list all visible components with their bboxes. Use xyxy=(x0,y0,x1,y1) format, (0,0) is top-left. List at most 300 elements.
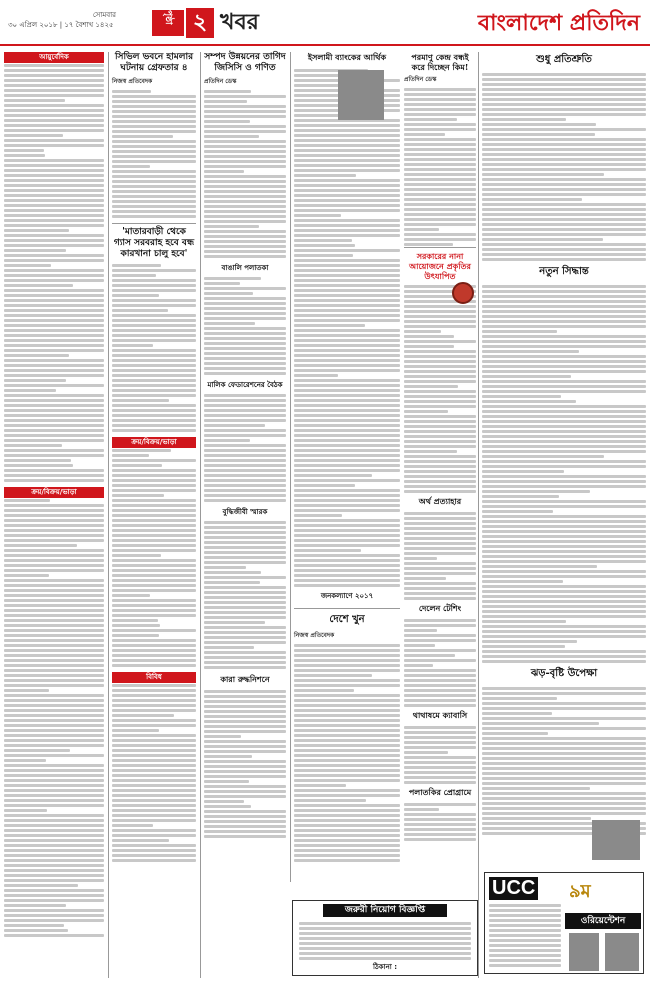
text-line xyxy=(112,689,196,692)
text-line xyxy=(482,320,646,323)
text-line xyxy=(4,909,104,912)
text-line xyxy=(482,570,646,573)
text-line xyxy=(299,947,471,950)
text-line xyxy=(294,224,400,227)
text-line xyxy=(4,314,104,317)
text-line xyxy=(404,597,476,600)
text-line xyxy=(204,145,286,148)
text-line xyxy=(4,834,104,837)
text-line xyxy=(4,274,104,277)
text-line xyxy=(294,459,400,462)
text-line xyxy=(4,904,66,907)
text-line xyxy=(112,729,159,732)
text-line xyxy=(112,429,196,432)
text-line xyxy=(489,954,561,957)
text-line xyxy=(294,384,400,387)
text-line xyxy=(204,810,286,813)
text-line xyxy=(4,129,104,132)
column-divider xyxy=(290,52,291,882)
text-line xyxy=(404,624,476,627)
article-text xyxy=(294,643,400,863)
text-line xyxy=(294,584,400,587)
text-line xyxy=(404,669,476,672)
text-line xyxy=(294,819,400,822)
job-ad-text xyxy=(299,921,471,961)
text-line xyxy=(294,309,400,312)
text-line xyxy=(112,629,196,632)
text-line xyxy=(404,470,476,473)
page-number: ২ xyxy=(186,8,214,38)
text-line xyxy=(4,509,104,512)
text-line xyxy=(112,504,196,507)
news-column-5 xyxy=(404,52,476,842)
sub-headline-4: কারা রুদ্ধনিশনে xyxy=(220,674,270,684)
text-line xyxy=(482,253,646,256)
text-line xyxy=(4,699,104,702)
text-line xyxy=(4,174,104,177)
article-text xyxy=(112,263,196,433)
section-title: খবর xyxy=(220,8,259,35)
text-line xyxy=(482,133,595,136)
column-divider xyxy=(200,52,201,978)
text-line xyxy=(404,410,448,413)
text-line xyxy=(112,135,173,138)
text-line xyxy=(204,835,286,838)
text-line xyxy=(294,294,400,297)
text-line xyxy=(4,104,104,107)
text-line xyxy=(404,689,476,692)
text-line xyxy=(4,349,104,352)
text-line xyxy=(404,512,476,515)
text-line xyxy=(482,148,646,151)
text-line xyxy=(112,804,196,807)
text-line xyxy=(294,264,400,267)
page-indicator xyxy=(152,8,259,38)
text-line xyxy=(294,134,400,137)
text-line xyxy=(299,932,471,935)
text-line xyxy=(112,414,196,417)
text-line xyxy=(482,555,646,558)
text-line xyxy=(204,661,286,664)
text-line xyxy=(294,699,400,702)
text-line xyxy=(112,539,196,542)
misc-header: বিবিধ xyxy=(112,672,196,683)
text-line xyxy=(404,761,476,764)
text-line xyxy=(404,183,476,186)
text-line xyxy=(112,754,196,757)
text-line xyxy=(294,554,400,557)
job-ad xyxy=(292,900,478,976)
text-line xyxy=(4,864,104,867)
text-line xyxy=(204,606,286,609)
article-text xyxy=(482,72,646,262)
classified-text-block xyxy=(4,63,104,483)
text-line xyxy=(404,420,476,423)
text-line xyxy=(204,297,286,300)
text-line xyxy=(4,824,104,827)
text-line xyxy=(204,596,286,599)
text-line xyxy=(112,499,196,502)
ucc-ad-text xyxy=(489,903,561,971)
text-line xyxy=(404,390,476,393)
text-line xyxy=(4,594,104,597)
text-line xyxy=(404,818,476,821)
text-line xyxy=(482,138,646,141)
text-line xyxy=(482,595,646,598)
text-line xyxy=(112,150,196,153)
text-line xyxy=(294,274,400,277)
text-line xyxy=(4,309,104,312)
text-line xyxy=(204,362,286,365)
text-line xyxy=(204,165,286,168)
text-line xyxy=(482,248,646,251)
text-line xyxy=(294,739,400,742)
text-line xyxy=(112,329,196,332)
text-line xyxy=(112,714,174,717)
text-line xyxy=(294,744,400,747)
decision-headline: নতুন সিদ্ধান্ত xyxy=(539,266,589,277)
text-line xyxy=(294,509,400,512)
text-line xyxy=(204,444,286,447)
text-line xyxy=(4,679,104,682)
text-line xyxy=(4,579,104,582)
text-line xyxy=(4,364,104,367)
text-line xyxy=(4,214,104,217)
text-line xyxy=(482,640,577,643)
text-line xyxy=(4,929,68,932)
text-line xyxy=(112,549,196,552)
text-line xyxy=(4,194,104,197)
text-line xyxy=(404,375,476,378)
text-line xyxy=(294,469,400,472)
text-line xyxy=(112,394,196,397)
text-line xyxy=(4,204,104,207)
text-line xyxy=(482,697,557,700)
text-line xyxy=(404,694,476,697)
text-line xyxy=(4,574,49,577)
text-line xyxy=(112,374,196,377)
text-line xyxy=(404,460,476,463)
text-line xyxy=(204,250,286,253)
text-line xyxy=(482,410,646,413)
text-line xyxy=(294,364,400,367)
text-line xyxy=(4,899,104,902)
text-line xyxy=(204,541,286,544)
gcc-headline: সম্পদ উন্নয়নের তাগিদ জিসিসি ও গণিত xyxy=(204,52,286,73)
text-line xyxy=(4,354,69,357)
text-line xyxy=(404,639,476,642)
text-line xyxy=(404,480,476,483)
brand-logo: বাংলাদেশ প্রতিদিন xyxy=(477,10,640,36)
text-line xyxy=(489,914,561,917)
text-line xyxy=(112,120,196,123)
text-line xyxy=(112,484,196,487)
text-line xyxy=(112,165,150,168)
text-line xyxy=(294,519,400,522)
text-line xyxy=(482,545,646,548)
text-line xyxy=(204,434,286,437)
text-line xyxy=(482,495,559,498)
text-line xyxy=(294,429,400,432)
text-line xyxy=(404,425,476,428)
text-line xyxy=(404,163,476,166)
text-line xyxy=(112,584,196,587)
text-line xyxy=(404,587,476,590)
text-line xyxy=(404,143,476,146)
text-line xyxy=(4,434,104,437)
text-line xyxy=(204,312,286,315)
text-line xyxy=(482,108,646,111)
text-line xyxy=(404,238,476,241)
text-line xyxy=(204,631,286,634)
text-line xyxy=(294,789,400,792)
text-line xyxy=(204,100,247,103)
text-line xyxy=(204,175,286,178)
text-line xyxy=(294,724,400,727)
text-line xyxy=(112,829,196,832)
text-line xyxy=(294,404,400,407)
text-line xyxy=(4,539,104,542)
text-line xyxy=(204,322,255,325)
text-line xyxy=(404,619,476,622)
text-line xyxy=(4,654,104,657)
text-line xyxy=(404,741,476,744)
text-line xyxy=(482,635,646,638)
news-column-4 xyxy=(294,52,400,863)
news-column-6 xyxy=(482,52,646,836)
text-line xyxy=(204,700,286,703)
text-line xyxy=(294,479,400,482)
text-line xyxy=(204,464,286,467)
text-line xyxy=(112,569,196,572)
text-line xyxy=(294,759,400,762)
text-line xyxy=(112,704,196,707)
text-line xyxy=(112,459,196,462)
text-line xyxy=(112,769,196,772)
text-line xyxy=(404,465,476,468)
text-line xyxy=(112,664,196,667)
text-line xyxy=(294,344,400,347)
text-line xyxy=(4,239,104,242)
text-line xyxy=(4,184,104,187)
text-line xyxy=(294,669,400,672)
masthead xyxy=(0,0,650,46)
text-line xyxy=(482,480,646,483)
text-line xyxy=(204,750,286,753)
news-column-3 xyxy=(204,52,286,839)
text-line xyxy=(482,777,646,780)
text-line xyxy=(112,125,196,128)
text-line xyxy=(204,651,286,654)
text-line xyxy=(4,439,104,442)
text-line xyxy=(204,95,286,98)
text-line xyxy=(4,329,104,332)
masthead-day: সোমবার xyxy=(92,11,116,19)
text-line xyxy=(404,823,476,826)
text-line xyxy=(294,354,400,357)
ucc-ninth: ৯ম xyxy=(569,881,591,902)
text-line xyxy=(112,304,196,307)
text-line xyxy=(112,694,196,697)
text-line xyxy=(4,334,104,337)
text-line xyxy=(204,479,286,482)
text-line xyxy=(4,79,104,82)
text-line xyxy=(112,799,196,802)
text-line xyxy=(482,802,646,805)
text-line xyxy=(294,439,400,442)
article-text xyxy=(404,802,476,842)
nature-headline: সরকারের নানা আয়োজনে প্রকৃতির উৎযাপিত xyxy=(404,247,476,281)
text-line xyxy=(294,839,400,842)
text-line xyxy=(4,164,104,167)
text-line xyxy=(294,424,400,427)
text-line xyxy=(4,374,104,377)
text-line xyxy=(299,937,471,940)
text-line xyxy=(4,294,104,297)
text-line xyxy=(482,223,646,226)
text-line xyxy=(112,834,196,837)
text-line xyxy=(404,731,476,734)
text-line xyxy=(482,228,646,231)
text-line xyxy=(4,454,104,457)
text-line xyxy=(294,234,400,237)
text-line xyxy=(4,279,104,282)
text-line xyxy=(404,203,476,206)
news-photo xyxy=(592,820,640,860)
text-line xyxy=(482,163,646,166)
text-line xyxy=(482,660,646,663)
text-line xyxy=(294,499,400,502)
buy-sell-header: ক্রয়/বিক্রয়/ভাড়া xyxy=(4,487,104,498)
text-line xyxy=(112,724,196,727)
text-line xyxy=(204,419,286,422)
text-line xyxy=(4,124,104,127)
text-line xyxy=(294,729,400,732)
text-line xyxy=(299,957,471,960)
training-headline: দেলেন টেশিং xyxy=(418,603,462,613)
text-line xyxy=(4,619,104,622)
text-line xyxy=(294,129,400,132)
text-line xyxy=(294,799,366,802)
text-line xyxy=(482,178,646,181)
text-line xyxy=(482,213,646,216)
text-line xyxy=(4,829,104,832)
text-line xyxy=(204,489,286,492)
text-line xyxy=(404,547,476,550)
text-line xyxy=(204,240,286,243)
ucc-photo xyxy=(605,933,639,971)
text-line xyxy=(204,556,286,559)
text-line xyxy=(489,904,561,907)
text-line xyxy=(4,799,104,802)
text-line xyxy=(404,557,437,560)
text-line xyxy=(294,159,400,162)
text-line xyxy=(4,719,104,722)
text-line xyxy=(404,218,476,221)
text-line xyxy=(204,287,286,290)
text-line xyxy=(4,219,104,222)
text-line xyxy=(4,344,104,347)
text-line xyxy=(294,564,400,567)
text-line xyxy=(4,849,104,852)
text-line xyxy=(4,299,104,302)
text-line xyxy=(4,419,104,422)
text-line xyxy=(204,399,286,402)
text-line xyxy=(294,219,400,222)
page-word: পৃষ্ঠা xyxy=(152,10,184,36)
text-line xyxy=(204,409,286,412)
text-line xyxy=(4,614,104,617)
ucc-logo: UCC xyxy=(489,877,538,900)
text-line xyxy=(482,620,566,623)
text-line xyxy=(482,762,646,765)
masthead-date-text: ৩০ এপ্রিল ২০১৮ | ১৭ বৈশাখ ১৪২৫ xyxy=(8,21,114,29)
text-line xyxy=(204,601,286,604)
text-line xyxy=(112,859,196,862)
text-line xyxy=(404,173,476,176)
article-text xyxy=(204,89,286,259)
text-line xyxy=(294,349,400,352)
text-line xyxy=(294,769,400,772)
text-line xyxy=(4,459,71,462)
text-line xyxy=(112,384,196,387)
text-line xyxy=(112,324,196,327)
text-line xyxy=(112,180,196,183)
text-line xyxy=(112,269,196,272)
text-line xyxy=(112,699,196,702)
text-line xyxy=(112,409,196,412)
text-line xyxy=(204,130,286,133)
text-line xyxy=(482,98,646,101)
text-line xyxy=(204,225,259,228)
text-line xyxy=(4,559,104,562)
text-line xyxy=(204,135,259,138)
text-line xyxy=(4,659,104,662)
text-line xyxy=(4,224,104,227)
text-line xyxy=(482,817,591,820)
text-line xyxy=(4,179,104,182)
text-line xyxy=(204,190,286,193)
text-line xyxy=(294,834,400,837)
text-line xyxy=(482,625,646,628)
text-line xyxy=(204,800,244,803)
text-line xyxy=(294,434,400,437)
text-line xyxy=(4,894,104,897)
text-line xyxy=(112,794,196,797)
text-line xyxy=(112,529,196,532)
text-line xyxy=(112,564,196,567)
text-line xyxy=(404,455,476,458)
text-line xyxy=(204,720,286,723)
text-line xyxy=(299,922,471,925)
text-line xyxy=(482,218,646,221)
text-line xyxy=(112,110,196,113)
text-line xyxy=(4,774,104,777)
text-line xyxy=(4,669,104,672)
text-line xyxy=(4,549,104,552)
text-line xyxy=(489,944,561,947)
text-line xyxy=(294,489,400,492)
text-line xyxy=(204,180,286,183)
text-line xyxy=(294,579,400,582)
text-line xyxy=(112,734,196,737)
text-line xyxy=(112,449,171,452)
text-line xyxy=(204,795,286,798)
text-line xyxy=(204,745,286,748)
text-line xyxy=(4,589,104,592)
text-line xyxy=(4,684,104,687)
text-line xyxy=(294,794,400,797)
